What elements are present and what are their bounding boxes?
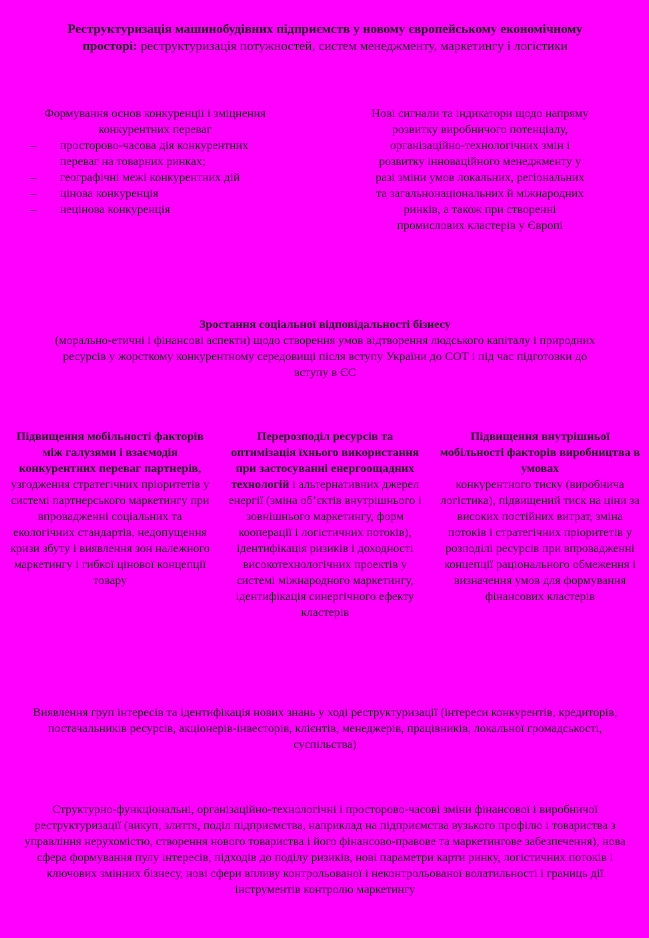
- restructuring-changes-box: [20, 801, 630, 897]
- mobility-between-industries-box: [10, 428, 210, 588]
- col2-text: і альтернативних джерел енергії (зміна об’єктів внутрішнього і зовнішнього маркетингу, форм кооперації і логістичних потоків), ідентифікація ризиків і доходності високотехнологічних проектів у системі міжнародного маркетингу, ідентифікація синергічного ефекту кластерів: [228, 477, 422, 619]
- dash-bullet: –: [30, 186, 36, 200]
- restructuring-changes-text: Структурно-функціональні, організаційно-технологічні і просторово-часові зміни фінансової і виробничої реструктуризації (викуп, злиття, поділ підприємства, наприклад на підприємства вузького профілю і товариства з управління нерухомістю, створення нового товариства і його фінансово-правове та маркетингове забезпечення), нова сфера формування пулу інтересів, підходів до поділу ризиків, нові параметри карти ринку, логістичних потоків і ключових змінних бізнесу, нові сфери впливу контрольованої і неконтрольованої волатильності і границь дії інструментів контролю маркетингу: [24, 802, 626, 896]
- interest-groups-text: Виявлення груп інтересів та ідентифікація нових знань у ході реструктуризації (інтереси конкурентів, кредиторів, постачальників ресурсів, акціонерів-інвесторів, клієнтів, менеджерів, працівників, локальної громадськості, суспільства): [32, 705, 618, 751]
- internal-mobility-box: [440, 428, 640, 604]
- diagram-title: [60, 20, 590, 54]
- col3-text: конкурентного тиску (виробнича логістика), підвищений тиск на ціни за високих постійних витрат, зміна потоків і стратегічних пріоритетів у розподілі ресурсів при впровадженні концепції раціонального обмеження і визначення умов для формування фінансових кластерів: [440, 477, 640, 603]
- competition-heading: Формування основ конкуренції і зміцнення конкурентних переваг: [44, 106, 266, 136]
- col3-heading: Підвищення внутрішньої мобільності факторів виробництва в умовах: [440, 429, 641, 475]
- competition-box: [10, 105, 290, 217]
- col1-text: узгодження стратегічних пріоритетів у системі партнерського маркетингу при впровадженні соціальних та екологічних стандартів, недопущення кризи збуту і виявлення зон належного маркетингу і гибкої цінової концепції товару: [10, 477, 210, 587]
- col2-heading: Перерозподіл ресурсів та оптимізація їхнього використання при застосуванні енергоощадних технологій: [230, 429, 419, 491]
- social-responsibility-text: (морально-етичні і фінансові аспекти) щодо створення умов відтворення людського капіталу і природних ресурсів у жорсткому конкурентному середовищі після вступу України до СОТ і під час підготовки до вступу в ЄС: [54, 333, 596, 379]
- title-bold: Реструктуризація машинобудівних підприємств у новому європейському економічному просторі:: [67, 21, 583, 53]
- dash-bullet: –: [30, 138, 36, 152]
- resource-redistribution-box: [225, 428, 425, 620]
- interest-groups-box: [20, 704, 630, 752]
- list-item: [10, 201, 290, 217]
- list-item: [10, 185, 290, 201]
- signals-box: [370, 105, 590, 233]
- list-item-text: цінова конкуренція: [60, 186, 159, 200]
- social-responsibility-heading: Зростання соціальної відповідальності бізнесу: [199, 317, 451, 331]
- signals-text: Нові сигнали та індикатори щодо напряму розвитку виробничого потенціалу, організаційно-технологічних змін і розвитку інноваційного менеджменту у разі зміни умов локальних, регіональних та загальнонаціональних й міжнародних ринків, а також при створенні промислових кластерів у Європі: [371, 106, 589, 232]
- dash-bullet: –: [30, 170, 36, 184]
- title-rest: реструктуризація потужностей, систем менеджменту, маркетингу і логістики: [140, 38, 568, 53]
- col1-heading: Підвищення мобільності факторів між галузями і взаємодія конкурентних переваг партнерів,: [16, 429, 204, 475]
- list-item-text: нецінова конкуренція: [60, 202, 171, 216]
- dash-bullet: –: [30, 202, 36, 216]
- list-item-text: географічні межі конкурентних дій: [60, 170, 240, 184]
- list-item: [10, 169, 290, 185]
- list-item: [10, 137, 290, 169]
- list-item-text: просторово-часова дія конкурентних переваг на товарних ринках;: [60, 138, 249, 168]
- social-responsibility-box: [50, 316, 600, 380]
